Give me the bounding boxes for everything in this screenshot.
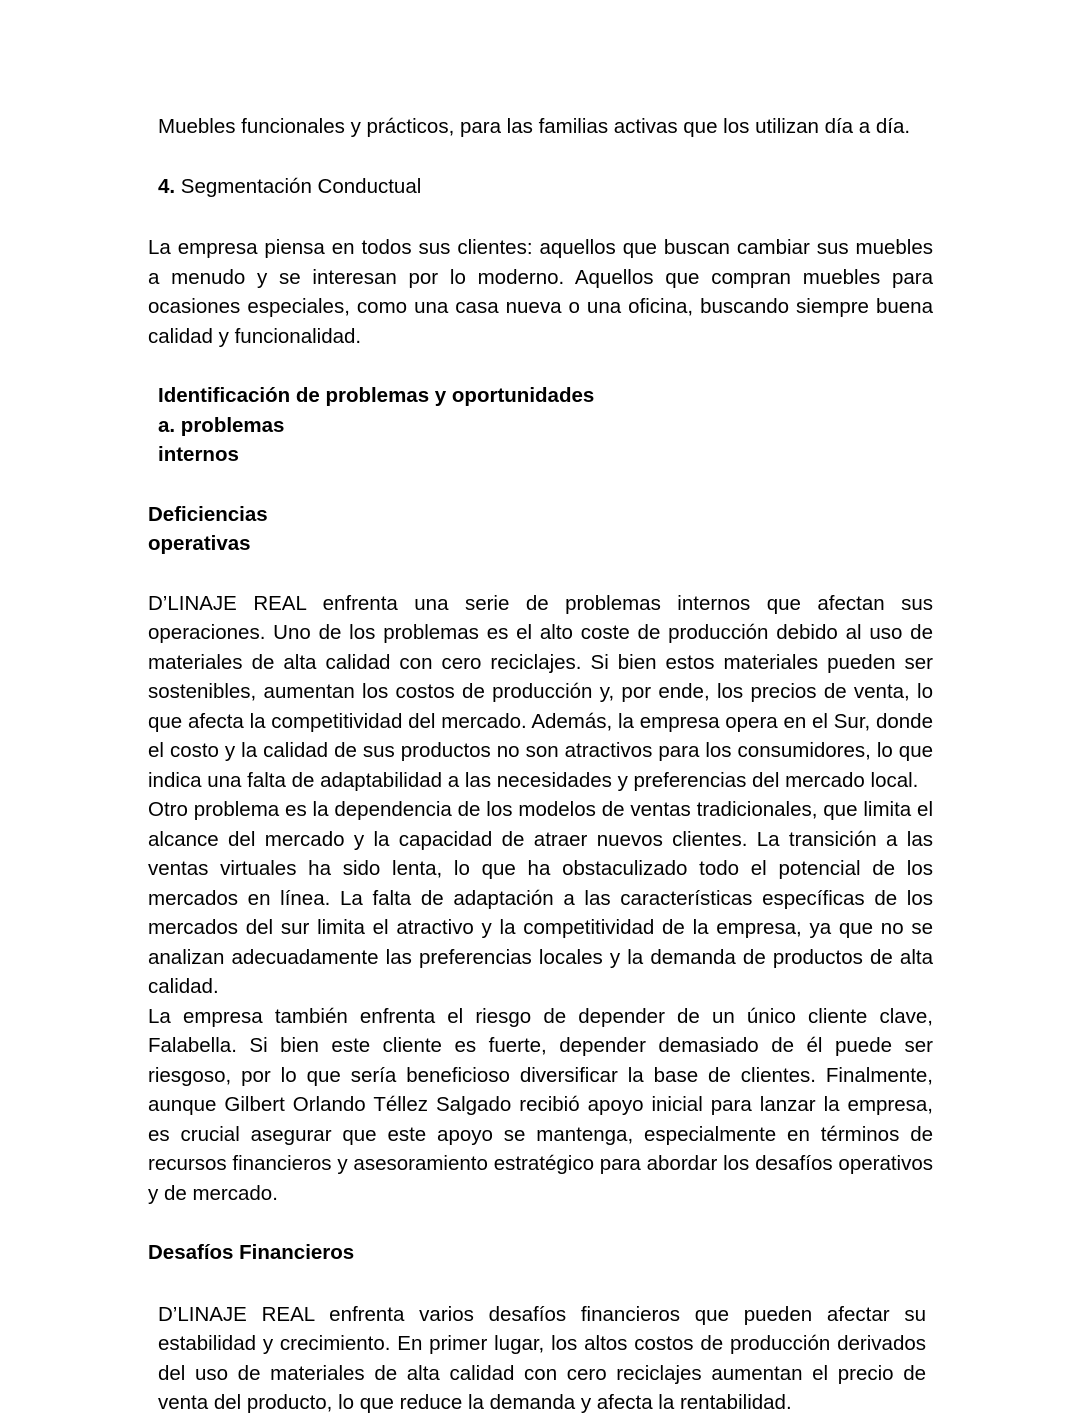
heading-operational-deficiencies-line2: operativas <box>148 532 251 555</box>
spacer <box>148 351 933 381</box>
spacer <box>148 142 933 172</box>
intro-paragraph: Muebles funcionales y prácticos, para las familias activas que los utilizan día a día. <box>158 115 911 138</box>
section-number: 4. <box>158 174 176 198</box>
heading-identification-problems-opportunities: Identificación de problemas y oportunidades <box>158 384 595 407</box>
spacer <box>148 1208 933 1238</box>
heading-financial-challenges: Desafíos Financieros <box>148 1241 355 1264</box>
heading-problems-a: a. problemas <box>158 413 285 437</box>
spacer <box>148 559 933 589</box>
spacer <box>148 1268 933 1300</box>
financial-challenges-paragraph: D’LINAJE REAL enfrenta varios desafíos financieros que pueden afectar su estabilidad y crecimiento. En primer lugar, los altos costos de producción derivados del uso de materiales de alta calidad con cero reciclajes aumentan el precio de venta del producto, lo que reduce la demanda y afecta la rentabilidad. <box>158 1302 926 1414</box>
heading-operational-deficiencies-line1: Deficiencias <box>148 502 268 526</box>
section-title: Segmentación Conductual <box>175 174 422 198</box>
spacer <box>148 201 933 233</box>
behavioral-segmentation-paragraph: La empresa piensa en todos sus clientes: aquellos que buscan cambiar sus muebles a menudo y se interesan por lo moderno. Aquellos que compran muebles para ocasiones especiales, como una casa nueva o una oficina, buscando siempre buena calidad y funcionalidad. <box>148 236 933 348</box>
heading-problems-internal: internos <box>158 443 239 466</box>
section-heading-4 <box>148 172 933 202</box>
internal-problems-paragraph-1: D’LINAJE REAL enfrenta una serie de problemas internos que afectan sus operaciones. Uno de los problemas es el alto coste de producción debido al uso de materiales de alta calidad con cero reciclajes. Si bien estos materiales pueden ser sostenibles, aumentan los costos de producción y, por ende, los precios de venta, lo que afecta la competitividad del mercado. Además, la empresa opera en el Sur, donde el costo y la calidad de sus productos no son atractivos para los consumidores, lo que indica una falta de adaptabilidad a las necesidades y preferencias del mercado local. <box>148 591 933 792</box>
internal-problems-paragraph-3: La empresa también enfrenta el riesgo de depender de un único cliente clave, Falabella. Si bien este cliente es fuerte, depender demasiado de él puede ser riesgoso, por lo que sería beneficioso diversificar la base de clientes. Finalmente, aunque Gilbert Orlando Téllez Salgado recibió apoyo inicial para lanzar la empresa, es crucial asegurar que este apoyo se mantenga, especialmente en términos de recursos financieros y asesoramiento estratégico para abordar los desafíos operativos y de mercado. <box>148 1004 933 1205</box>
internal-problems-paragraph-2: Otro problema es la dependencia de los modelos de ventas tradicionales, que limita el alcance del mercado y la capacidad de atraer nuevos clientes. La transición a las ventas virtuales ha sido lenta, lo que ha obstaculizado todo el potencial de los mercados en línea. La falta de adaptación a las características específicas de los mercados del sur limita el atractivo y la competitividad de la empresa, ya que no se analizan adecuadamente las preferencias locales y la demanda de productos de alta calidad. <box>148 798 933 998</box>
spacer <box>148 470 933 500</box>
document-body <box>148 112 933 1418</box>
